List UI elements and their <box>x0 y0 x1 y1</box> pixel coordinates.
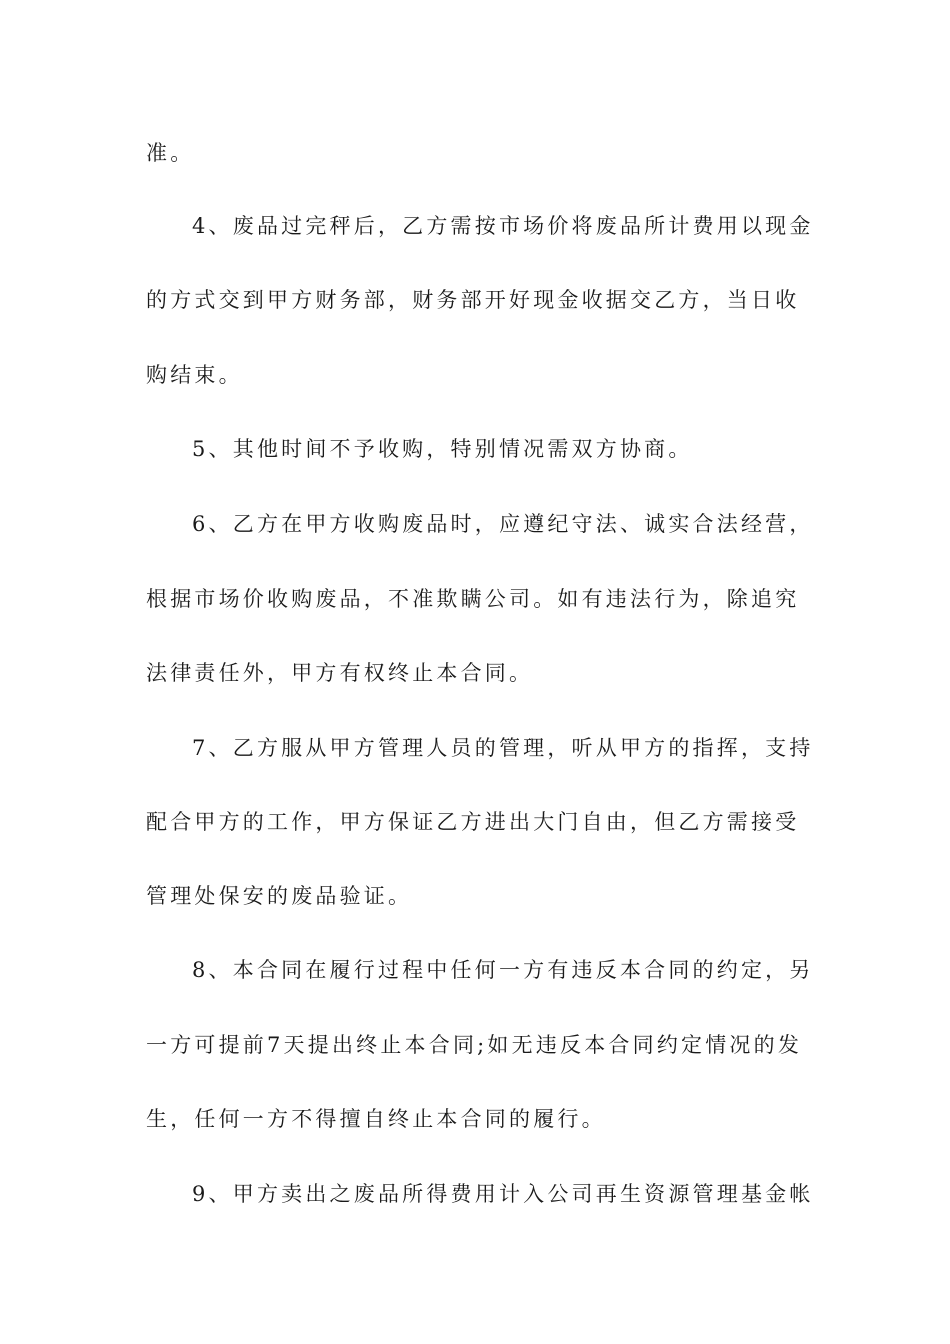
clause-8-line-3: 生，任何一方不得擅自终止本合同的履行。 <box>146 1107 606 1131</box>
clause-6-line-3: 法律责任外，甲方有权终止本合同。 <box>146 661 534 685</box>
clause-7-line-2: 配合甲方的工作，甲方保证乙方进出大门自由，但乙方需接受 <box>146 810 800 834</box>
clause-5-line-1: 5、其他时间不予收购，特别情况需双方协商。 <box>192 437 693 461</box>
clause-8-line-1: 8、本合同在履行过程中任何一方有违反本合同的约定，另 <box>192 958 814 982</box>
clause-7-line-3: 管理处保安的废品验证。 <box>146 884 413 908</box>
clause-9-line-1: 9、甲方卖出之废品所得费用计入公司再生资源管理基金帐 <box>192 1182 814 1206</box>
text-line-1: 准。 <box>146 141 195 165</box>
clause-4-line-2: 的方式交到甲方财务部，财务部开好现金收据交乙方，当日收 <box>146 288 800 312</box>
clause-8-line-2: 一方可提前7天提出终止本合同;如无违反本合同约定情况的发 <box>146 1033 803 1057</box>
clause-4-line-3: 购结束。 <box>146 363 243 387</box>
clause-7-line-1: 7、乙方服从甲方管理人员的管理，听从甲方的指挥，支持 <box>192 736 814 760</box>
clause-6-line-2: 根据市场价收购废品，不准欺瞒公司。如有违法行为，除追究 <box>146 587 800 611</box>
clause-4-line-1: 4、废品过完秤后，乙方需按市场价将废品所计费用以现金 <box>192 214 814 238</box>
clause-6-line-1: 6、乙方在甲方收购废品时，应遵纪守法、诚实合法经营， <box>192 512 814 536</box>
